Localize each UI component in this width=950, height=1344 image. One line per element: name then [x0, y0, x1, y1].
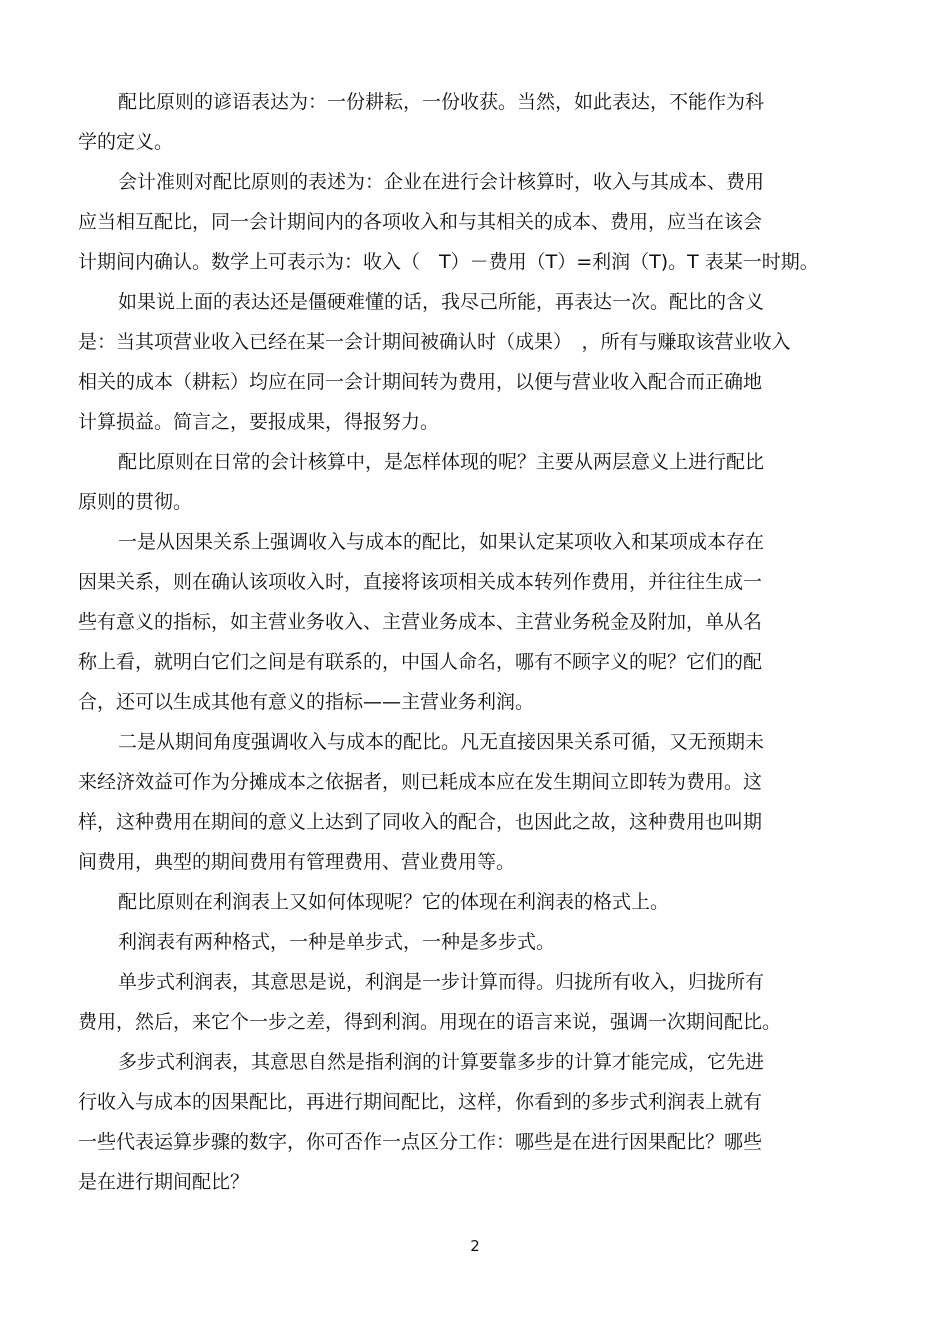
paragraph [78, 162, 878, 282]
text-line: 间费用，典型的期间费用有管理费用、营业费用等。 [78, 851, 516, 873]
text-line: 一些代表运算步骤的数字，你可否作一点区分工作：哪些是在进行因果配比？哪些 [78, 1131, 763, 1153]
text-line: 些有意义的指标，如主营业务收入、主营业务成本、主营业务税金及附加，单从名 [78, 611, 763, 633]
paragraph [78, 442, 878, 522]
text-line: 二是从期间角度强调收入与成本的配比。凡无直接因果关系可循，又无预期未 [118, 731, 765, 753]
text-line: 配比原则的谚语表达为：一份耕耘，一份收获。当然，如此表达，不能作为科 [118, 91, 765, 113]
document-body [78, 82, 878, 1202]
text-line: 费用，然后，来它个一步之差，得到利润。用现在的语言来说，强调一次期间配比。 [78, 1011, 782, 1033]
text-line: 利润表有两种格式，一种是单步式，一种是多步式。 [118, 931, 556, 953]
paragraph [78, 282, 878, 442]
paragraph [78, 522, 878, 722]
text-line: 称上看，就明白它们之间是有联系的，中国人命名，哪有不顾字义的呢？它们的配 [78, 651, 763, 673]
paragraph [78, 962, 878, 1042]
text-line: 来经济效益可作为分摊成本之依据者，则已耗成本应在发生期间立即转为费用。这 [78, 771, 763, 793]
paragraph [78, 82, 878, 162]
text-line: 是：当其项营业收入已经在某一会计期间被确认时（成果） ，所有与赚取该营业收入 [78, 331, 791, 353]
text-line: 会计准则对配比原则的表述为：企业在进行会计核算时，收入与其成本、费用 [118, 171, 765, 193]
text-line: 计期间内确认。数学上可表示为：收入（ T）－费用（T）=利润（T)。T 表某一时期。 [78, 251, 819, 273]
text-line: 合，还可以生成其他有意义的指标——主营业务利润。 [78, 691, 535, 713]
paragraph [78, 1042, 878, 1202]
text-line: 行收入与成本的因果配比，再进行期间配比，这样，你看到的多步式利润表上就有 [78, 1091, 763, 1113]
text-line: 是在进行期间配比？ [78, 1171, 250, 1193]
text-line: 一是从因果关系上强调收入与成本的配比，如果认定某项收入和某项成本存在 [118, 531, 765, 553]
text-line: 计算损益。简言之，要报成果，得报努力。 [78, 411, 440, 433]
text-line: 配比原则在利润表上又如何体现呢？它的体现在利润表的格式上。 [118, 891, 670, 913]
text-line: 多步式利润表，其意思自然是指利润的计算要靠多步的计算才能完成，它先进 [118, 1051, 765, 1073]
text-line: 相关的成本（耕耘）均应在同一会计期间转为费用，以便与营业收入配合而正确地 [78, 371, 763, 393]
text-line: 如果说上面的表达还是僵硬难懂的话，我尽己所能，再表达一次。配比的含义 [118, 291, 765, 313]
paragraph [78, 722, 878, 882]
paragraph [78, 882, 878, 922]
text-line: 样，这种费用在期间的意义上达到了同收入的配合，也因此之故，这种费用也叫期 [78, 811, 763, 833]
text-line: 学的定义。 [78, 131, 174, 153]
text-line: 因果关系，则在确认该项收入时，直接将该项相关成本转列作费用，并往往生成一 [78, 571, 763, 593]
text-line: 原则的贯彻。 [78, 491, 193, 513]
paragraph [78, 922, 878, 962]
text-line: 单步式利润表，其意思是说，利润是一步计算而得。归拢所有收入，归拢所有 [118, 971, 765, 993]
text-line: 配比原则在日常的会计核算中，是怎样体现的呢？主要从两层意义上进行配比 [118, 451, 765, 473]
page-number: 2 [470, 1237, 480, 1255]
text-line: 应当相互配比，同一会计期间内的各项收入和与其相关的成本、费用，应当在该会 [78, 211, 763, 233]
